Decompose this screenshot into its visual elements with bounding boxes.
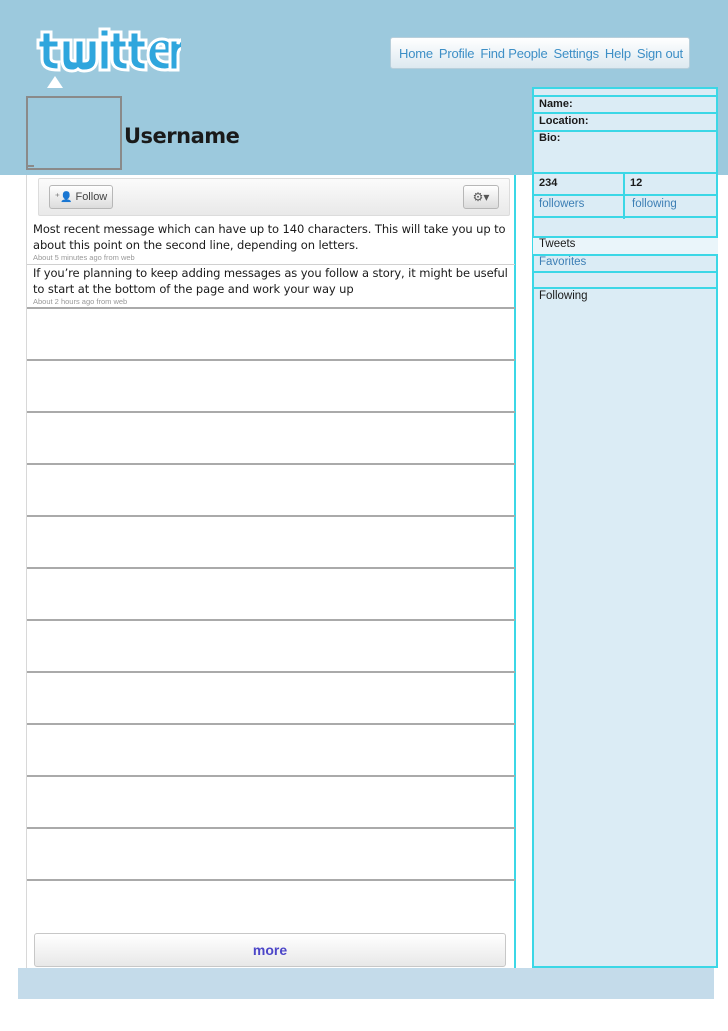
tweet-item bbox=[27, 221, 515, 262]
more-button[interactable]: more bbox=[34, 933, 506, 967]
top-nav bbox=[390, 37, 690, 69]
table-row bbox=[27, 567, 515, 569]
page-title: Username bbox=[124, 124, 240, 148]
bio-label: Bio: bbox=[539, 132, 561, 144]
tweet-meta[interactable]: About 5 minutes ago from web bbox=[33, 253, 135, 262]
location-label: Location: bbox=[539, 115, 589, 127]
sidebar bbox=[532, 87, 718, 968]
tweet-text: If you’re planning to keep adding messages as you follow a story, it might be useful to start at the bottom of the page and work your way up bbox=[33, 266, 508, 296]
nav-profile[interactable]: Profile bbox=[438, 45, 475, 61]
table-row bbox=[27, 879, 515, 881]
nav-settings[interactable]: Settings bbox=[553, 45, 599, 61]
avatar[interactable] bbox=[26, 96, 122, 170]
action-bar bbox=[38, 178, 510, 216]
table-row bbox=[27, 359, 515, 361]
follow-button-label: Follow bbox=[75, 191, 108, 203]
table-row bbox=[27, 671, 515, 673]
stats-divider bbox=[623, 173, 625, 219]
following-count[interactable]: 12 bbox=[630, 177, 643, 189]
sidebar-divider bbox=[533, 194, 718, 196]
table-row bbox=[27, 463, 515, 465]
gear-icon: ⚙▾ bbox=[472, 190, 490, 204]
table-row bbox=[27, 827, 515, 829]
avatar-mark bbox=[26, 165, 34, 167]
tweet-meta[interactable]: About 2 hours ago from web bbox=[33, 297, 128, 306]
sidebar-item-following[interactable]: Following bbox=[539, 290, 588, 302]
tweet-item bbox=[27, 264, 515, 306]
sidebar-divider bbox=[533, 172, 718, 174]
follow-button[interactable] bbox=[49, 185, 113, 209]
sidebar-divider bbox=[533, 95, 718, 97]
gear-menu-button[interactable] bbox=[463, 185, 499, 209]
sidebar-divider bbox=[533, 216, 718, 218]
table-row bbox=[27, 619, 515, 621]
nav-home[interactable]: Home bbox=[399, 45, 433, 61]
nav-help[interactable]: Help bbox=[604, 45, 631, 61]
add-user-icon: ⁺👤 bbox=[54, 191, 73, 203]
sidebar-divider bbox=[533, 287, 718, 289]
sidebar-item-favorites[interactable]: Favorites bbox=[539, 256, 587, 268]
name-label: Name: bbox=[539, 98, 573, 110]
sidebar-item-tweets[interactable]: Tweets bbox=[533, 238, 718, 254]
sidebar-divider bbox=[533, 112, 718, 114]
nav-find-people[interactable]: Find People bbox=[480, 45, 548, 61]
nav-sign-out[interactable]: Sign out bbox=[636, 45, 683, 61]
followers-link[interactable]: followers bbox=[539, 198, 585, 210]
tweet-text: Most recent message which can have up to 140 characters. This will take you up to about this point on the second line, depending on letters. bbox=[33, 222, 506, 252]
sidebar-divider bbox=[533, 130, 718, 132]
footer-band bbox=[18, 968, 714, 999]
following-link[interactable]: following bbox=[632, 198, 677, 210]
followers-count[interactable]: 234 bbox=[539, 177, 558, 189]
table-row bbox=[27, 411, 515, 413]
table-row bbox=[27, 515, 515, 517]
table-row bbox=[27, 723, 515, 725]
logo-pointer bbox=[47, 76, 63, 88]
twitter-logo[interactable] bbox=[36, 26, 181, 74]
table-row bbox=[27, 307, 515, 309]
table-row bbox=[27, 775, 515, 777]
